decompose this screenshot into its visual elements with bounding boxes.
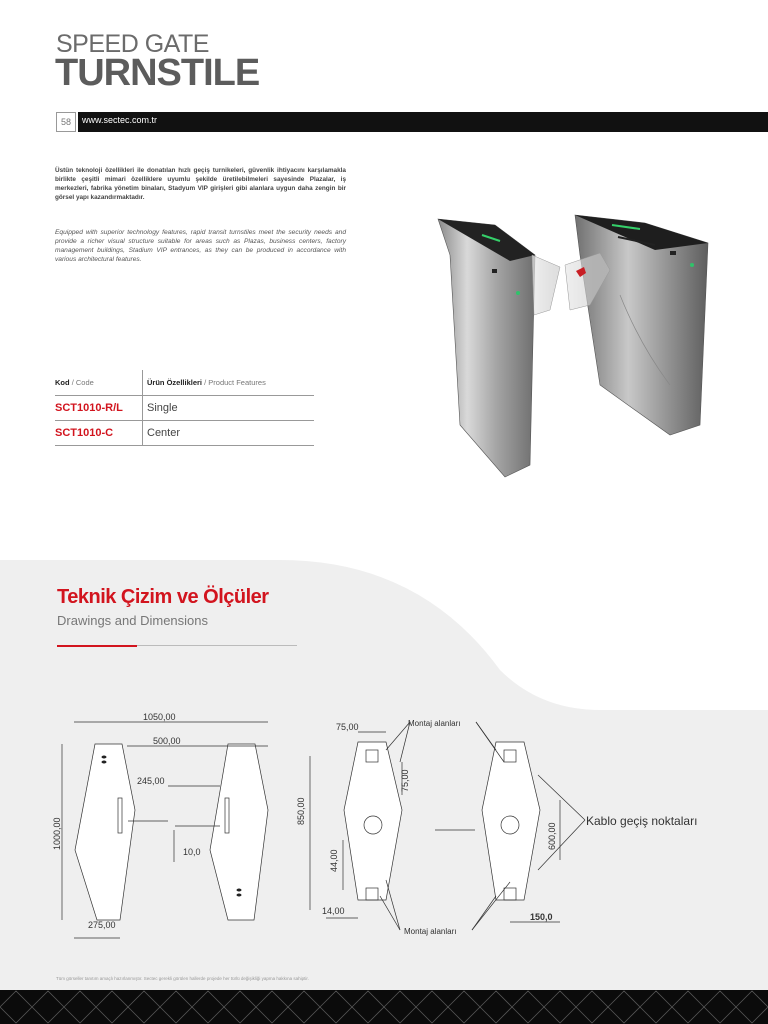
section-divider [137, 645, 297, 646]
mount-label-bottom: Montaj alanları [404, 927, 457, 936]
dim-overall-width: 1050,00 [143, 712, 176, 722]
product-table [55, 370, 314, 446]
table-row [55, 421, 314, 446]
product-feature: Center [147, 427, 181, 439]
footnote: Tüm görseller tanıtım amaçlı hazırlanmıştır. Sectec gerekli görülen hallerde projede her türlü değişikliği yapma hakkına sahiptir. [56, 976, 309, 981]
dim-clearance: 10,0 [183, 847, 201, 857]
table-row [55, 396, 314, 421]
dim-bottom-right: 150,0 [530, 912, 553, 922]
section-subtitle: Drawings and Dimensions [57, 613, 209, 628]
page-number: 58 [56, 112, 76, 132]
footer-pattern [0, 990, 768, 1024]
title-top: SPEED GATE [56, 30, 209, 58]
page-title: TURNSTILE [55, 52, 260, 94]
website-link[interactable]: www.sectec.com.tr [82, 115, 158, 125]
mount-label-top: Montaj alanları [408, 719, 461, 728]
dim-bottom-offset: 44,00 [329, 849, 339, 872]
header-bar [78, 112, 768, 132]
description-tr: Üstün teknoloji özellikleri ile donatılan hızlı geçiş turnikeleri, güvenlik ihtiyacını karşılamakla birlikte çeşitli mimari özelliklere uyumlu şekilde üretilebilmeleri sayesinde Plazalar, iş merkezleri, fabrika yönetim binaları, Stadyum VIP girişleri gibi alanlara uygun daha zengin bir görsel yapı kazandırmaktadır. [55, 167, 346, 201]
dim-gap: 245,00 [137, 776, 165, 786]
table-header-row [55, 370, 314, 396]
section-divider-accent [57, 645, 137, 647]
dim-bottom-left: 14,00 [322, 906, 345, 916]
technical-drawing [40, 700, 740, 950]
product-feature: Single [147, 402, 178, 414]
dim-height: 1000,00 [52, 817, 62, 850]
table-header-feature: Ürün Özellikleri / Product Features [147, 378, 266, 387]
dim-inner-height: 600,00 [547, 822, 557, 850]
turnstile-product-image [400, 195, 730, 485]
dim-half-width: 500,00 [153, 736, 181, 746]
cable-label: Kablo geçiş noktaları [586, 814, 698, 828]
dim-top-offset: 75,00 [336, 722, 359, 732]
dim-base-width: 275,00 [88, 920, 116, 930]
table-header-code: Kod / Code [55, 370, 143, 395]
description-en: Equipped with superior technology features, rapid transit turnstiles meet the security needs and provide a richer visual structure suitable for areas such as Plazas, business centers, factory management buildings, Stadium VIP entrances, as they can be produced in accordance with various architectural features. [55, 229, 346, 263]
product-code: SCT1010-R/L [55, 396, 143, 420]
section-title: Teknik Çizim ve Ölçüler [57, 586, 269, 608]
dim-side-offset: 75,00 [400, 769, 410, 792]
product-code: SCT1010-C [55, 421, 143, 445]
dim-right-height: 850,00 [296, 797, 306, 825]
